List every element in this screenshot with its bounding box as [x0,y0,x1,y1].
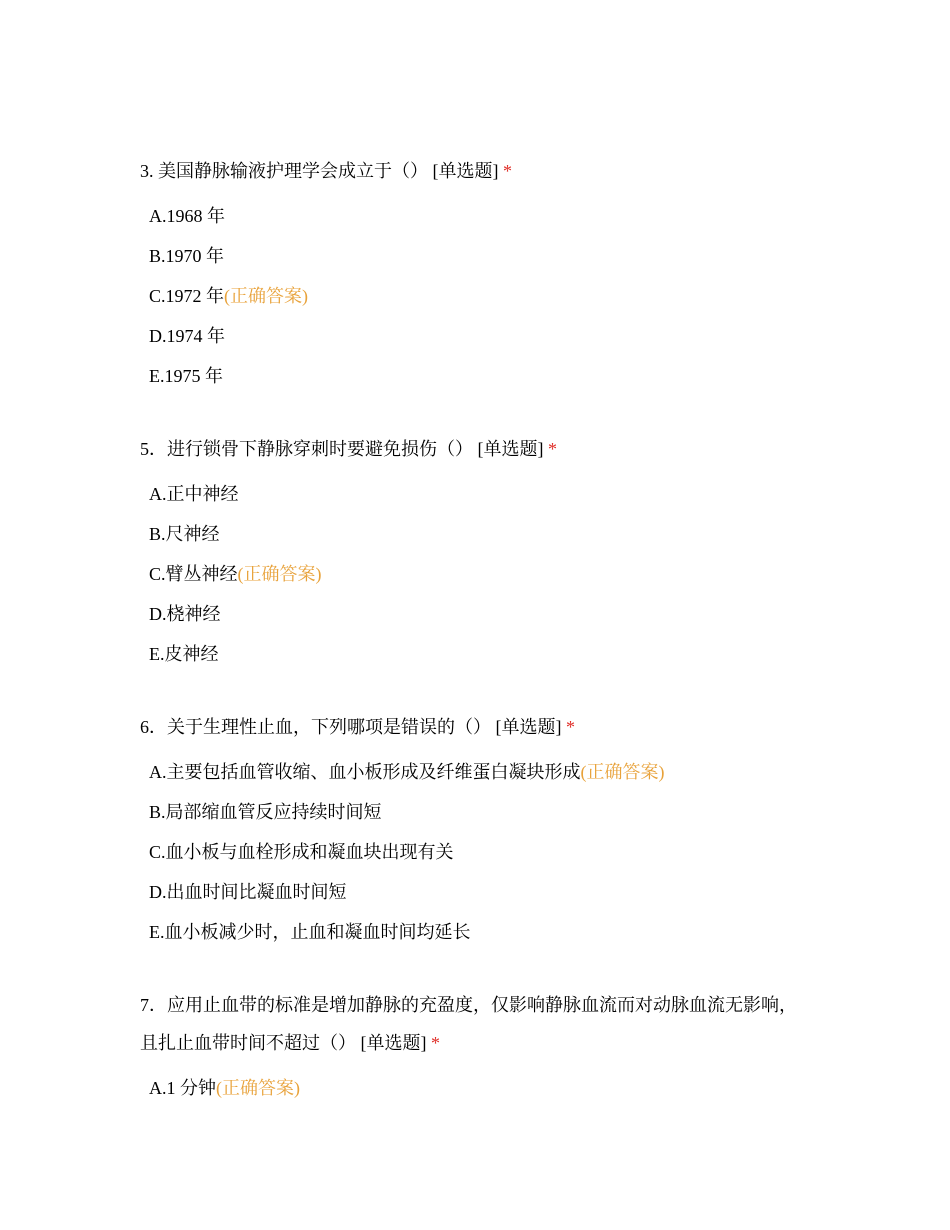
question-7 [140,986,800,1108]
option-text: D.1974 年 [149,326,225,346]
correct-answer-mark: (正确答案) [216,1078,300,1098]
option-text: E.血小板减少时，止血和凝血时间均延长 [149,922,471,942]
option-d[interactable] [149,316,800,356]
question-text: 7．应用止血带的标准是增加静脉的充盈度，仅影响静脉血流而对动脉血流无影响，且扎止血带时间不超过（） [140,995,797,1053]
required-star: * [566,717,575,737]
option-text: C.1972 年 [149,286,225,306]
option-text: D.出血时间比凝血时间短 [149,882,347,902]
question-3 [140,152,800,396]
option-text: B.1970 年 [149,246,225,266]
question-type-label: [单选题] [477,439,544,459]
option-e[interactable] [149,634,800,674]
option-text: B.局部缩血管反应持续时间短 [149,802,382,822]
option-list [140,196,800,396]
question-title [140,708,800,746]
question-text: 5．进行锁骨下静脉穿刺时要避免损伤（） [140,439,473,459]
question-text: 3. 美国静脉输液护理学会成立于（） [140,161,428,181]
option-d[interactable] [149,594,800,634]
option-list [140,1068,800,1108]
option-d[interactable] [149,872,800,912]
option-e[interactable] [149,912,800,952]
correct-answer-mark: (正确答案) [224,286,309,306]
option-b[interactable] [149,792,800,832]
option-text: C.臂丛神经 [149,564,238,584]
option-text: D.桡神经 [149,604,221,624]
option-c[interactable] [149,276,800,316]
option-b[interactable] [149,236,800,276]
option-a[interactable] [149,474,800,514]
question-text: 6．关于生理性止血，下列哪项是错误的（） [140,717,491,737]
question-type-label: [单选题] [432,161,499,181]
question-5 [140,430,800,674]
option-text: A.1968 年 [149,206,225,226]
required-star: * [431,1033,440,1053]
question-title [140,152,800,190]
question-title [140,430,800,468]
option-text: E.皮神经 [149,644,219,664]
option-text: C.血小板与血栓形成和凝血块出现有关 [149,842,454,862]
option-c[interactable] [149,832,800,872]
option-text: A.1 分钟 [149,1078,216,1098]
option-a[interactable] [149,1068,800,1108]
required-star: * [503,161,512,181]
option-text: E.1975 年 [149,366,223,386]
option-list [140,474,800,674]
option-list [140,752,800,952]
option-text: A.主要包括血管收缩、血小板形成及纤维蛋白凝块形成 [149,762,581,782]
question-type-label: [单选题] [495,717,562,737]
option-a[interactable] [149,196,800,236]
option-a[interactable] [149,752,800,792]
correct-answer-mark: (正确答案) [237,564,322,584]
question-type-label: [单选题] [360,1033,427,1053]
required-star: * [548,439,557,459]
question-title [140,986,800,1062]
option-b[interactable] [149,514,800,554]
option-text: A.正中神经 [149,484,239,504]
option-e[interactable] [149,356,800,396]
correct-answer-mark: (正确答案) [580,762,665,782]
option-c[interactable] [149,554,800,594]
question-6 [140,708,800,952]
option-text: B.尺神经 [149,524,220,544]
quiz-document [140,152,800,1142]
